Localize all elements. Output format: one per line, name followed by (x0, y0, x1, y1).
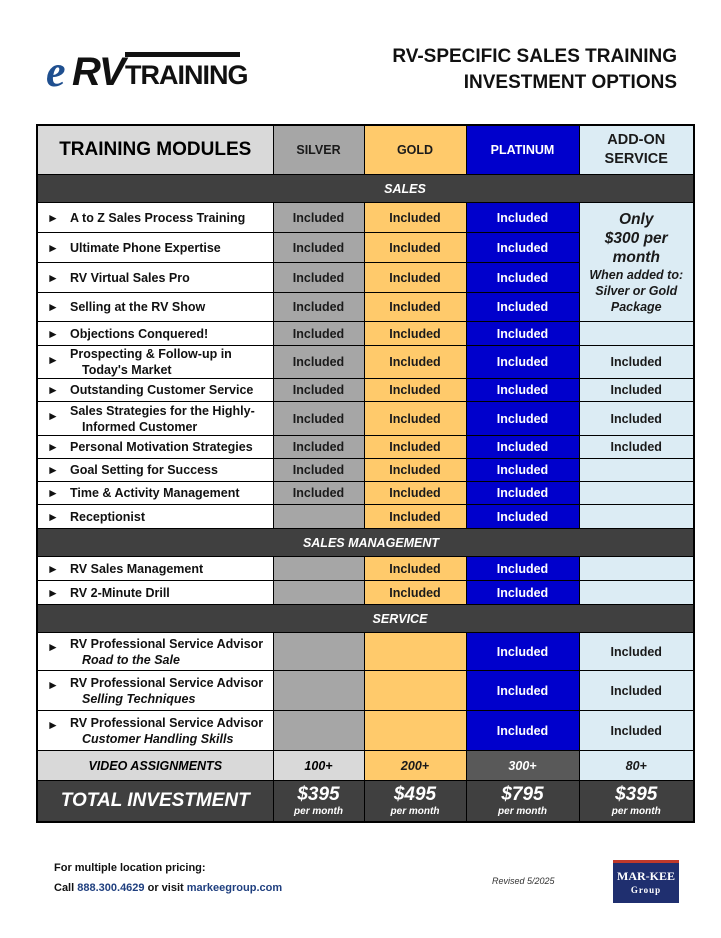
table-row (37, 633, 694, 671)
module-title: Outstanding Customer Service (70, 383, 254, 397)
module-title: Objections Conquered! (70, 326, 209, 341)
module-title: Goal Setting for Success (70, 463, 218, 477)
price-per-month: per month (611, 806, 661, 817)
module-title: RV Virtual Sales Pro (70, 270, 190, 285)
included-cell: Included (364, 346, 466, 379)
module-title: RV 2-Minute Drill (70, 585, 170, 600)
module-name (37, 459, 273, 482)
price-platinum (466, 781, 579, 823)
markee-group-logo (613, 860, 679, 903)
pricing-table (36, 124, 695, 823)
addon-offer-line1: Only (619, 210, 654, 228)
included-cell: Included (466, 233, 579, 263)
module-name (37, 711, 273, 751)
footer-website-link[interactable]: markeegroup.com (186, 882, 283, 894)
module-name (37, 671, 273, 711)
empty-cell (579, 581, 694, 605)
empty-cell (579, 459, 694, 482)
col-header-modules: TRAINING MODULES (37, 125, 273, 175)
included-cell: Included (466, 711, 579, 751)
included-cell: Included (364, 557, 466, 581)
video-assignments-row (37, 751, 694, 781)
section-title-sales-management: SALES MANAGEMENT (37, 529, 694, 557)
addon-header-line2: SERVICE (604, 151, 668, 167)
empty-cell (579, 505, 694, 529)
module-name (37, 203, 273, 233)
module-name (37, 379, 273, 402)
module-name (37, 233, 273, 263)
module-title: RV Sales Management (70, 561, 204, 576)
module-name (37, 482, 273, 505)
arrow-bullet-icon: ► (47, 509, 59, 524)
table-row (37, 557, 694, 581)
arrow-bullet-icon: ► (47, 440, 59, 454)
price-amount-gold: $495 (393, 784, 437, 805)
module-name (37, 322, 273, 346)
logo-bar (125, 52, 240, 57)
included-cell: Included (364, 322, 466, 346)
included-cell: Included (273, 233, 364, 263)
video-count-silver: 100+ (273, 751, 364, 781)
included-cell: Included (579, 379, 694, 402)
included-cell: Included (273, 203, 364, 233)
included-cell: Included (273, 482, 364, 505)
arrow-bullet-icon: ► (47, 678, 59, 692)
module-title: Personal Motivation Strategies (70, 440, 253, 454)
included-cell: Included (579, 436, 694, 459)
table-row (37, 459, 694, 482)
footer-call: Call (54, 882, 75, 894)
included-cell: Included (466, 633, 579, 671)
price-per-month: per month (294, 806, 343, 817)
module-subtitle: Selling Techniques (82, 691, 196, 706)
included-cell: Included (466, 402, 579, 436)
addon-special-offer (579, 203, 694, 322)
included-cell: Included (364, 505, 466, 529)
module-name (37, 346, 273, 379)
col-header-addon (579, 125, 694, 175)
module-title: A to Z Sales Process Training (70, 210, 246, 225)
section-row-sales-management (37, 529, 694, 557)
price-amount-platinum: $795 (501, 784, 544, 805)
arrow-bullet-icon: ► (47, 353, 59, 367)
video-count-addon: 80+ (579, 751, 694, 781)
arrow-bullet-icon: ► (47, 300, 59, 314)
included-cell: Included (364, 233, 466, 263)
table-row (37, 322, 694, 346)
arrow-bullet-icon: ► (47, 409, 59, 423)
ervtraining-logo (46, 47, 248, 96)
module-subtitle: Today's Market (82, 363, 172, 377)
section-title-sales: SALES (37, 175, 694, 203)
empty-cell (579, 557, 694, 581)
addon-header-line1: ADD-ON (607, 132, 666, 148)
header-row (37, 125, 694, 175)
included-cell: Included (273, 379, 364, 402)
included-cell: Included (579, 711, 694, 751)
module-title: RV Professional Service Advisor (70, 715, 264, 730)
module-title: Selling at the RV Show (70, 300, 206, 314)
module-name (37, 505, 273, 529)
price-amount-silver: $395 (297, 784, 340, 805)
arrow-bullet-icon: ► (47, 640, 59, 654)
table-row (37, 505, 694, 529)
table-row (37, 711, 694, 751)
empty-cell (273, 711, 364, 751)
section-title-service: SERVICE (37, 605, 694, 633)
included-cell: Included (466, 346, 579, 379)
addon-offer-line4: When added to: (589, 267, 684, 282)
table-row (37, 436, 694, 459)
arrow-bullet-icon: ► (47, 240, 59, 255)
module-subtitle: Informed Customer (82, 419, 198, 434)
included-cell: Included (579, 671, 694, 711)
included-cell: Included (364, 293, 466, 322)
col-header-gold: GOLD (364, 125, 466, 175)
brand-line2: Group (630, 885, 662, 895)
empty-cell (273, 671, 364, 711)
empty-cell (364, 711, 466, 751)
included-cell: Included (579, 633, 694, 671)
price-amount-addon: $395 (615, 784, 658, 805)
price-silver (273, 781, 364, 823)
arrow-bullet-icon: ► (47, 326, 59, 341)
footer-line1: For multiple location pricing: (54, 862, 206, 874)
footer-contact (54, 858, 282, 898)
included-cell: Included (466, 459, 579, 482)
logo-training: TRAINING (125, 60, 248, 90)
empty-cell (364, 671, 466, 711)
title-line-2: INVESTMENT OPTIONS (463, 72, 677, 93)
addon-offer-line3: month (612, 248, 660, 266)
empty-cell (273, 581, 364, 605)
table-row (37, 581, 694, 605)
included-cell: Included (273, 346, 364, 379)
module-subtitle: Customer Handling Skills (82, 731, 234, 746)
included-cell: Included (364, 402, 466, 436)
footer-phone[interactable]: 888.300.4629 (77, 882, 145, 894)
arrow-bullet-icon: ► (47, 383, 59, 397)
module-title: Receptionist (70, 509, 146, 524)
arrow-bullet-icon: ► (47, 463, 59, 477)
arrow-bullet-icon: ► (47, 585, 59, 600)
price-gold (364, 781, 466, 823)
included-cell: Included (364, 459, 466, 482)
module-title: RV Professional Service Advisor (70, 675, 264, 690)
video-assignments-label: VIDEO ASSIGNMENTS (37, 751, 273, 781)
module-name (37, 436, 273, 459)
addon-offer-line5: Silver or Gold (595, 283, 678, 298)
module-name (37, 293, 273, 322)
empty-cell (273, 505, 364, 529)
included-cell: Included (364, 203, 466, 233)
table-row (37, 482, 694, 505)
arrow-bullet-icon: ► (47, 210, 59, 225)
section-row-service (37, 605, 694, 633)
included-cell: Included (273, 459, 364, 482)
price-addon (579, 781, 694, 823)
logo-rv: RV (72, 50, 124, 94)
logo-e: e (46, 47, 66, 96)
total-investment-row (37, 781, 694, 823)
arrow-bullet-icon: ► (47, 270, 59, 285)
included-cell: Included (364, 581, 466, 605)
module-title: Time & Activity Management (70, 486, 240, 500)
video-count-platinum: 300+ (466, 751, 579, 781)
arrow-bullet-icon: ► (47, 486, 59, 500)
document-title (392, 44, 677, 96)
arrow-bullet-icon: ► (47, 561, 59, 576)
included-cell: Included (273, 322, 364, 346)
col-header-silver: SILVER (273, 125, 364, 175)
module-name (37, 557, 273, 581)
included-cell: Included (273, 402, 364, 436)
included-cell: Included (364, 263, 466, 293)
module-name (37, 581, 273, 605)
table-row (37, 671, 694, 711)
included-cell: Included (466, 436, 579, 459)
included-cell: Included (466, 482, 579, 505)
included-cell: Included (466, 322, 579, 346)
module-name (37, 633, 273, 671)
included-cell: Included (273, 263, 364, 293)
empty-cell (579, 482, 694, 505)
included-cell: Included (579, 346, 694, 379)
section-row-sales (37, 175, 694, 203)
footer-or-visit: or visit (147, 882, 184, 894)
title-line-1: RV-SPECIFIC SALES TRAINING (392, 46, 677, 67)
arrow-bullet-icon: ► (47, 718, 59, 732)
included-cell: Included (364, 482, 466, 505)
included-cell: Included (273, 293, 364, 322)
empty-cell (273, 633, 364, 671)
module-title: Sales Strategies for the Highly- (70, 403, 255, 418)
module-name (37, 263, 273, 293)
col-header-platinum: PLATINUM (466, 125, 579, 175)
included-cell: Included (466, 379, 579, 402)
included-cell: Included (466, 203, 579, 233)
addon-offer-line6: Package (610, 299, 662, 314)
revised-date: Revised 5/2025 (492, 876, 555, 886)
module-title: Prospecting & Follow-up in (70, 347, 232, 361)
included-cell: Included (466, 557, 579, 581)
total-investment-label: TOTAL INVESTMENT (37, 781, 273, 823)
module-name (37, 402, 273, 436)
module-title: Ultimate Phone Expertise (70, 240, 221, 255)
included-cell: Included (273, 436, 364, 459)
included-cell: Included (466, 263, 579, 293)
footer-line2 (54, 878, 282, 898)
addon-offer-line2: $300 per (604, 229, 668, 247)
included-cell: Included (364, 436, 466, 459)
module-title: RV Professional Service Advisor (70, 636, 264, 651)
table-row (37, 402, 694, 436)
empty-cell (364, 633, 466, 671)
module-subtitle: Road to the Sale (82, 652, 180, 667)
price-per-month: per month (498, 806, 547, 817)
price-per-month: per month (390, 806, 440, 817)
included-cell: Included (466, 505, 579, 529)
included-cell: Included (466, 671, 579, 711)
video-count-gold: 200+ (364, 751, 466, 781)
included-cell: Included (466, 581, 579, 605)
empty-cell (579, 322, 694, 346)
empty-cell (273, 557, 364, 581)
included-cell: Included (364, 379, 466, 402)
table-row (37, 379, 694, 402)
table-row (37, 346, 694, 379)
included-cell: Included (466, 293, 579, 322)
brand-line1: MAR-KEE (617, 869, 675, 883)
included-cell: Included (579, 402, 694, 436)
table-row (37, 203, 694, 233)
